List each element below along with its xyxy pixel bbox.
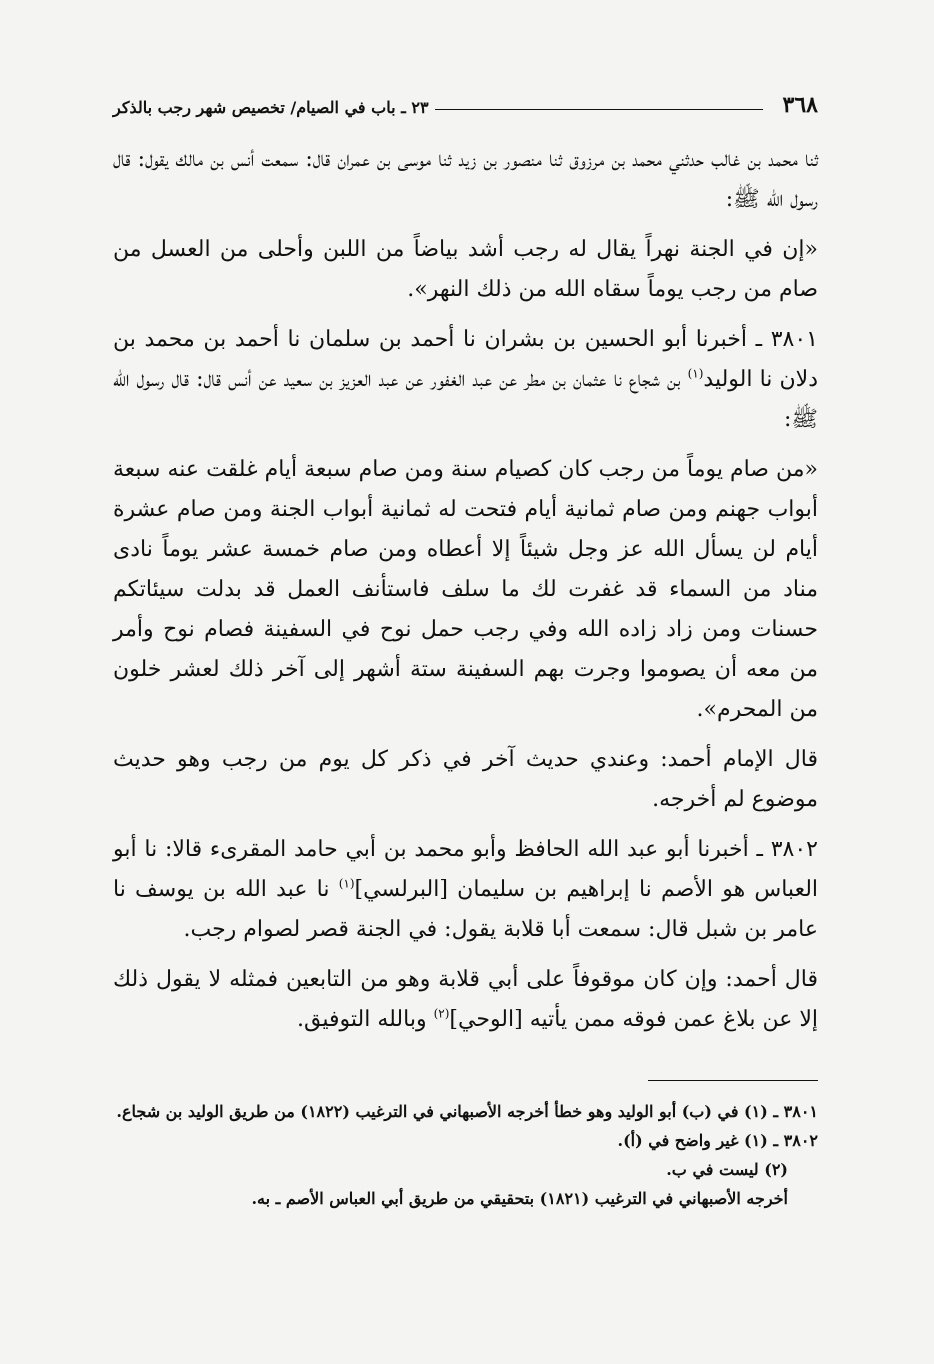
footnote-ref-3802-2: (٢)	[433, 1006, 450, 1021]
paragraph-hadith-1: «إن في الجنة نهراً يقال له رجب أشد بياضاً من اللبن وأحلى من العسل من صام من رجب يوماً سقاه الله من ذلك النهر».	[113, 237, 818, 302]
footnotes	[113, 1097, 818, 1213]
footnote-3802-2: (٢) ليست في ب.	[666, 1160, 788, 1179]
text-comment-a: قال أحمد: وإن كان موقوفاً على أبي قلابة وهو من التابعين فمثله لا يقول ذلك إلا عن بلاغ عمن فوقه ممن يأتيه [الوحي]	[113, 967, 818, 1032]
text-comment-b: وبالله التوفيق.	[297, 1007, 434, 1032]
footnote-3802-source: أخرجه الأصبهاني في الترغيب (١٨٢١) بتحقيقي من طريق أبي العباس الأصم ـ به.	[251, 1189, 788, 1208]
paragraph-3801	[113, 320, 818, 440]
footnote-3801-1: ٣٨٠١ ـ (١) في (ب) أبو الوليد وهو خطأ أخرجه الأصبهاني في الترغيب (١٨٢٢) من طريق الوليد بن شجاع.	[116, 1102, 818, 1121]
text-3801-b: بن شجاع نا عثمان بن مطر عن عبد الغفور عن عبد العزيز بن سعيد عن أنس قال: قال رسول الله ﷺ:	[113, 367, 818, 432]
footnote-ref-3801-1: (١)	[687, 366, 704, 381]
paragraph-3802	[113, 830, 818, 950]
paragraph-isnad-1: ثنا محمد بن غالب حدثني محمد بن مرزوق ثنا منصور بن زيد ثنا موسى بن عمران قال: سمعت أنس بن مالك يقول: قال رسول الله ﷺ:	[113, 147, 818, 212]
paragraph-hadith-2: «من صام يوماً من رجب كان كصيام سنة ومن صام سبعة أيام غلقت عنه سبعة أبواب جهنم ومن صام ثمانية أيام فتحت له ثمانية أبواب الجنة ومن صام عشرة أيام لن يسأل الله عز وجل شيئاً إلا أعطاه ومن صام خمسة عشر يوماً نادى مناد من السماء قد غفرت لك ما سلف فاستأنف العمل قد بدلت سيئاتكم حسنات ومن زاد زاده الله وفي رجب حمل نوح في السفينة فصام نوح وأمر من معه أن يصوموا وجرت بهم السفينة ستة أشهر إلى آخر ذلك لعشر خلون من المحرم».	[113, 457, 818, 722]
footnote-ref-3802-1: (١)	[338, 876, 355, 891]
page-header	[113, 86, 818, 116]
page-number: ٣٦٨	[782, 92, 818, 118]
main-text	[113, 140, 818, 1050]
running-title: ٢٣ ـ باب في الصيام/ تخصيص شهر رجب بالذكر	[113, 98, 429, 117]
text-3801-a: ٣٨٠١ ـ أخبرنا أبو الحسين بن بشران نا أحمد بن سلمان نا أحمد بن محمد بن دلان نا الوليد	[113, 327, 818, 392]
paragraph-imam-ahmad: قال الإمام أحمد: وعندي حديث آخر في ذكر كل يوم من رجب وهو حديث موضوع لم أخرجه.	[113, 747, 818, 812]
text-3802-a: ٣٨٠٢ ـ أخبرنا أبو عبد الله الحافظ وأبو محمد بن أبي حامد المقرىء قالا: نا أبو العباس هو الأصم نا إبراهيم بن سليمان [البرلسي]	[113, 837, 819, 902]
text-3802-b: نا عبد الله بن يوسف نا عامر بن شبل قال: سمعت أبا قلابة يقول: في الجنة قصر لصوام رجب.	[113, 877, 818, 942]
footnote-separator	[648, 1080, 818, 1081]
paragraph-ahmad-comment	[113, 960, 818, 1040]
footnote-3802-1: ٣٨٠٢ ـ (١) غير واضح في (أ).	[617, 1131, 818, 1150]
header-rule	[435, 109, 763, 110]
